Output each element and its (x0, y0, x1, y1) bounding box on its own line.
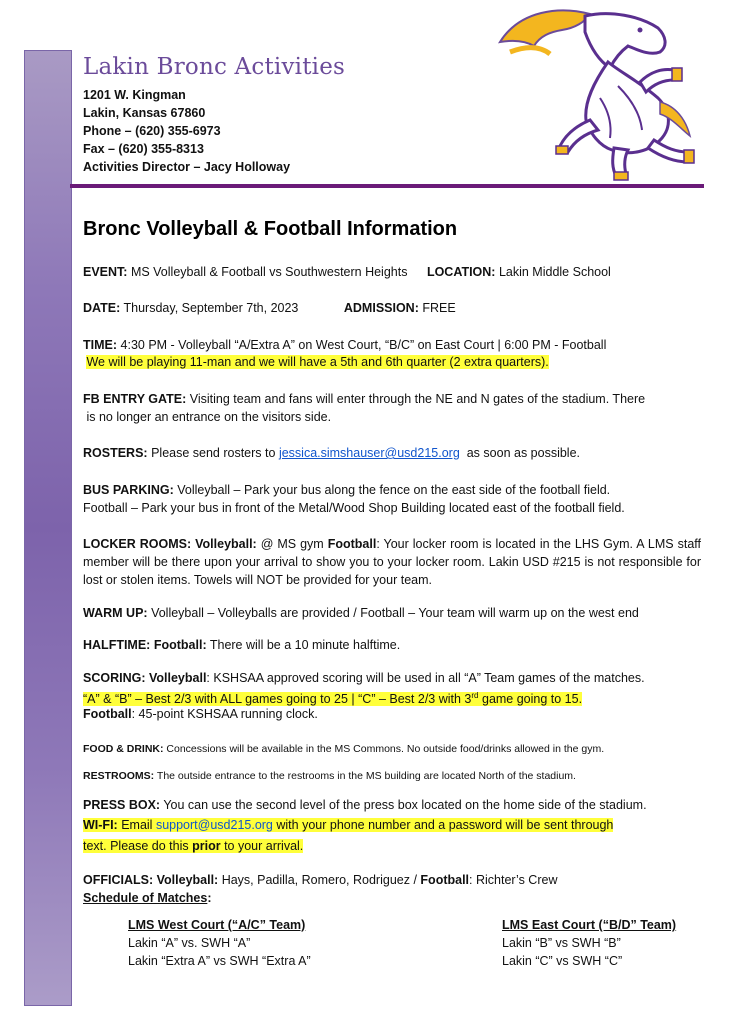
warm-up-text: Volleyball – Volleyballs are provided / Football – Your team will warm up on the west end (151, 606, 639, 620)
rosters-label: ROSTERS: (83, 446, 148, 460)
director: Activities Director – Jacy Holloway (83, 160, 291, 174)
wifi-row (83, 816, 703, 834)
schedule-title: Schedule of Matches (83, 891, 208, 905)
scoring-highlight-b: game going to 15. (478, 692, 583, 707)
scoring-fb-row (83, 705, 703, 723)
officials-row (83, 871, 703, 889)
scoring-label: SCORING: (83, 671, 146, 685)
scoring-vb-label: Volleyball (148, 671, 207, 685)
wifi-text-after: with your phone number and a password will be sent through (276, 818, 614, 832)
west-court-heading: LMS West Court (“A/C” Team) (128, 918, 306, 932)
rosters-email-link[interactable]: jessica.simshauser@usd215.org (278, 446, 460, 460)
rosters-text-after: as soon as possible. (466, 446, 580, 460)
wifi-label: WI-FI: (83, 818, 118, 832)
time-note-row (83, 353, 703, 371)
wifi-email-link[interactable]: support@usd215.org (155, 818, 273, 832)
locker-vb-label: Volleyball: (195, 537, 257, 551)
restrooms-row (83, 767, 703, 785)
wifi-line2-after: to your arrival. (224, 839, 304, 853)
locker-rooms-label: LOCKER ROOMS: (83, 537, 192, 551)
locker-vb-text: @ MS gym (260, 537, 324, 551)
fax: Fax – (620) 355-8313 (83, 142, 204, 156)
halftime-sport: Football: (153, 638, 207, 652)
warm-up-label: WARM UP: (83, 606, 148, 620)
wifi-highlight (83, 818, 613, 832)
officials-fb-text: : Richter’s Crew (469, 873, 558, 887)
locker-fb-text: : Your locker room is located in the LHS Gym. A LMS staff member will be there upon your arrival to show you to your locker room. Lakin USD #215 is not responsible for lost or stolen items. Towels will NOT be provided for your team. (83, 537, 702, 587)
admission-label: ADMISSION: (343, 301, 419, 315)
admission-value: FREE (422, 301, 456, 315)
time-note: We will be playing 11-man and we will have a 5th and 6th quarter (2 extra quarters). (86, 355, 549, 369)
document-title: Bronc Volleyball & Football Information (83, 218, 458, 240)
time-value: 4:30 PM - Volleyball “A/Extra A” on West Court, “B/C” on East Court | 6:00 PM - Football (120, 338, 607, 352)
rosters-text: Please send rosters to (151, 446, 276, 460)
wifi-text-before: Email (121, 818, 153, 832)
scoring-vb-text: : KSHSAA approved scoring will be used in all “A” Team games of the matches. (206, 671, 645, 685)
scoring-highlight-sup: rd (471, 691, 479, 700)
food-label: FOOD & DRINK: (83, 743, 164, 755)
contact-block (83, 86, 290, 176)
date-row (83, 299, 703, 317)
officials-label: OFFICIALS: (83, 873, 154, 887)
event-label: EVENT: (83, 265, 128, 279)
scoring-highlight-a: “A” & “B” – Best 2/3 with ALL games going to 25 | “C” – Best 2/3 with 3 (83, 692, 472, 707)
locker-rooms-row (83, 535, 701, 589)
event-value: MS Volleyball & Football vs Southwestern Heights (130, 265, 408, 279)
location-label: LOCATION: (426, 265, 496, 279)
food-text: Concessions will be available in the MS Commons. No outside food/drinks allowed in the gym. (166, 743, 605, 755)
org-name: Lakin Bronc Activities (83, 54, 346, 80)
wifi-row-2 (83, 837, 703, 855)
officials-vb-text: Hays, Padilla, Romero, Rodriguez / (221, 873, 417, 887)
date-label: DATE: (83, 301, 121, 315)
bronco-logo-icon (490, 2, 700, 182)
west-court-column (128, 916, 311, 970)
scoring-row (83, 669, 703, 687)
address-line-1: 1201 W. Kingman (83, 88, 186, 102)
west-match-2: Lakin “Extra A” vs SWH “Extra A” (128, 954, 311, 968)
restrooms-text: The outside entrance to the restrooms in the MS building are located North of the stadium. (156, 770, 576, 782)
warm-up-row (83, 604, 703, 622)
food-row (83, 740, 703, 758)
address-line-2: Lakin, Kansas 67860 (83, 106, 206, 120)
officials-fb-label: Football (420, 873, 470, 887)
press-box-label: PRESS BOX: (83, 798, 161, 812)
press-box-text: You can use the second level of the press box located on the home side of the stadium. (163, 798, 647, 812)
schedule-colon: : (207, 891, 212, 905)
fb-entry-label: FB ENTRY GATE: (83, 392, 187, 406)
fb-entry-line-2: is no longer an entrance on the visitors side. (86, 410, 332, 424)
halftime-label: HALFTIME: (83, 638, 151, 652)
event-row (83, 263, 703, 281)
press-box-row (83, 796, 703, 814)
east-match-1: Lakin “B” vs SWH “B” (502, 936, 621, 950)
phone: Phone – (620) 355-6973 (83, 124, 221, 138)
east-court-heading: LMS East Court (“B/D” Team) (502, 918, 677, 932)
bus-parking-label: BUS PARKING: (83, 483, 174, 497)
scoring-fb-label: Football (83, 707, 132, 721)
scoring-fb-text: : 45-point KSHSAA running clock. (131, 707, 318, 721)
bus-parking-line-1: Volleyball – Park your bus along the fence on the east side of the football field. (177, 483, 611, 497)
sidebar-bar (24, 50, 72, 1006)
west-match-1: Lakin “A” vs. SWH “A” (128, 936, 251, 950)
restrooms-label: RESTROOMS: (83, 770, 155, 782)
halftime-text: There will be a 10 minute halftime. (209, 638, 401, 652)
fb-entry-row (83, 390, 703, 408)
wifi-line2-before: text. Please do this (83, 839, 189, 853)
date-value: Thursday, September 7th, 2023 (123, 301, 299, 315)
rosters-row (83, 444, 703, 462)
fb-entry-row-2 (83, 408, 703, 426)
schedule-title-row (83, 889, 703, 907)
location-value: Lakin Middle School (498, 265, 611, 279)
header-rule (70, 184, 704, 188)
time-label: TIME: (83, 338, 118, 352)
wifi-highlight-2 (83, 839, 303, 853)
bus-parking-row (83, 481, 703, 499)
bus-parking-line-2: Football – Park your bus in front of the Metal/Wood Shop Building located east of the football field. (83, 501, 625, 515)
officials-vb-label: Volleyball: (156, 873, 219, 887)
wifi-line2-bold: prior (192, 839, 221, 853)
fb-entry-line-1: Visiting team and fans will enter through the NE and N gates of the stadium. There (189, 392, 646, 406)
east-court-column (502, 916, 676, 970)
halftime-row (83, 636, 703, 654)
east-match-2: Lakin “C” vs SWH “C” (502, 954, 623, 968)
time-row (83, 336, 703, 354)
locker-fb-label: Football (327, 537, 377, 551)
bus-parking-row-2 (83, 499, 703, 517)
